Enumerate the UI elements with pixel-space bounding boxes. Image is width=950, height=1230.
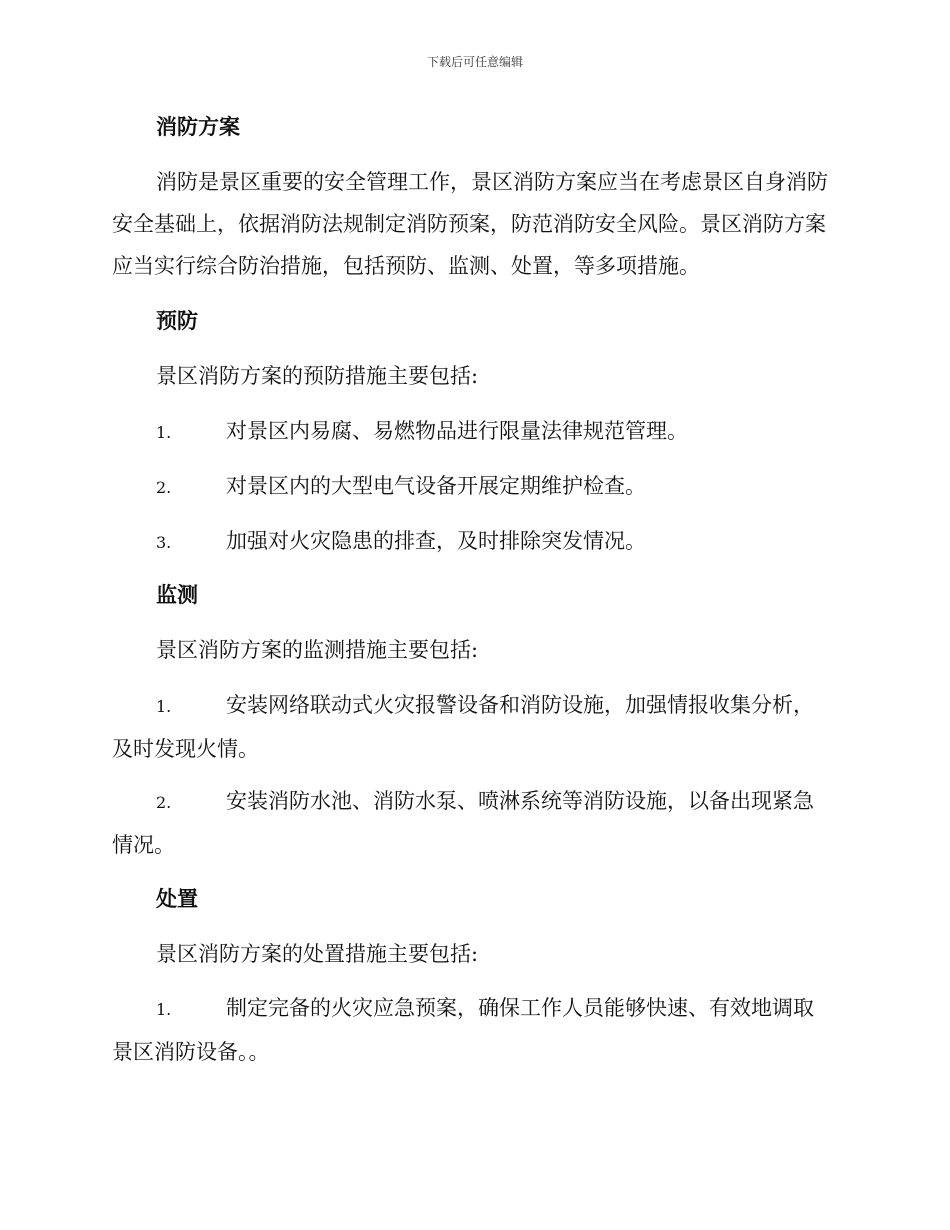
list-item-number: 1. <box>156 423 172 442</box>
section-intro-prevention: 景区消防方案的预防措施主要包括: <box>156 364 479 388</box>
list-item-number: 2. <box>156 793 172 812</box>
list-item <box>112 684 832 770</box>
intro-paragraph: 消防是景区重要的安全管理工作，景区消防方案应当在考虑景区自身消防安全基础上，依据消防法规制定消防预案，防范消防安全风险。景区消防方案应当实行综合防治措施，包括预防、监测、处置，等多项措施。 <box>112 170 828 278</box>
list-item-text: 对景区内易腐、易燃物品进行限量法律规范管理。 <box>226 419 688 443</box>
section-intro-response: 景区消防方案的处置措施主要包括: <box>156 942 479 966</box>
page-header: 下载后可任意编辑 <box>426 55 523 69</box>
list-item <box>112 410 832 454</box>
section-heading-monitoring: 监测 <box>156 582 198 607</box>
section-heading-prevention: 预防 <box>156 308 198 333</box>
list-item <box>112 520 832 564</box>
list-item-number: 1. <box>156 697 172 716</box>
list-item <box>112 987 832 1073</box>
list-item-text: 对景区内的大型电气设备开展定期维护检查。 <box>226 474 646 498</box>
section-intro-monitoring: 景区消防方案的监测措施主要包括: <box>156 638 479 662</box>
list-item-text: 加强对火灾隐患的排查，及时排除突发情况。 <box>226 529 646 553</box>
list-item-text: 安装网络联动式火灾报警设备和消防设施，加强情报收集分析，及时发现火情。 <box>112 693 814 761</box>
document-title: 消防方案 <box>156 114 240 139</box>
list-item-text: 安装消防水池、消防水泵、喷淋系统等消防设施，以备出现紧急情况。 <box>112 789 814 857</box>
list-item-number: 3. <box>156 533 172 552</box>
list-item-number: 2. <box>156 478 172 497</box>
list-item-number: 1. <box>156 1000 172 1019</box>
list-item <box>112 780 832 866</box>
list-item-text: 制定完备的火灾应急预案，确保工作人员能够快速、有效地调取景区消防设备。。 <box>112 996 814 1064</box>
list-item <box>112 465 832 509</box>
section-heading-response: 处置 <box>156 886 198 911</box>
